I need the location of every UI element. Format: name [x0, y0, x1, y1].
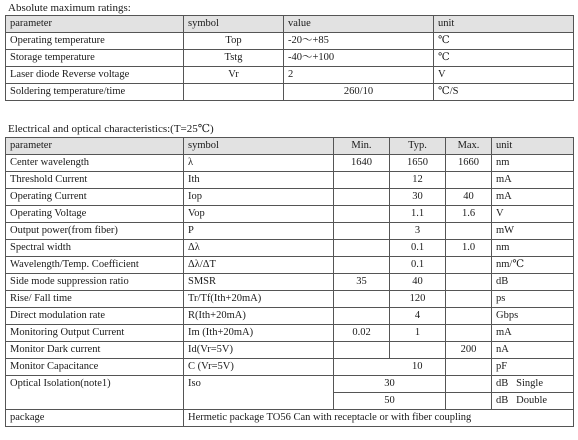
- ratings-parameter: Soldering temperature/time: [6, 84, 184, 101]
- char-max: [446, 376, 492, 393]
- characteristics-row: [6, 291, 574, 308]
- isolation-double-label: Double: [516, 395, 548, 406]
- characteristics-header-typ: Typ.: [390, 138, 446, 155]
- isolation-single-label: Single: [516, 378, 543, 389]
- char-typ: 1.1: [390, 206, 446, 223]
- char-typ: 1: [390, 325, 446, 342]
- char-max: [446, 274, 492, 291]
- char-typ: 120: [390, 291, 446, 308]
- ratings-table: [5, 15, 574, 101]
- char-unit: nm/℃: [492, 257, 574, 274]
- char-typ: 4: [390, 308, 446, 325]
- ratings-unit: ℃: [434, 33, 574, 50]
- char-parameter: Monitor Capacitance: [6, 359, 184, 376]
- char-min: [334, 172, 390, 189]
- char-symbol: Δλ: [184, 240, 334, 257]
- char-max: [446, 257, 492, 274]
- char-unit: nm: [492, 155, 574, 172]
- ratings-symbol: Tstg: [184, 50, 284, 67]
- ratings-symbol: Vr: [184, 67, 284, 84]
- char-unit: dB: [492, 274, 574, 291]
- char-min: 35: [334, 274, 390, 291]
- char-typ: 30: [390, 189, 446, 206]
- char-parameter: Monitor Dark current: [6, 342, 184, 359]
- char-min: [334, 342, 390, 359]
- characteristics-table: [5, 137, 574, 427]
- char-min: [334, 223, 390, 240]
- char-parameter: package: [6, 410, 184, 427]
- char-min: [334, 240, 390, 257]
- ratings-unit: V: [434, 67, 574, 84]
- characteristics-row-package: [6, 410, 574, 427]
- characteristics-row: [6, 325, 574, 342]
- char-typ: 12: [390, 172, 446, 189]
- char-max: 1.0: [446, 240, 492, 257]
- char-symbol: λ: [184, 155, 334, 172]
- ratings-symbol: Top: [184, 33, 284, 50]
- char-symbol: Δλ/ΔT: [184, 257, 334, 274]
- isolation-double-value: 50: [334, 393, 446, 410]
- ratings-unit: ℃: [434, 50, 574, 67]
- char-min: [334, 291, 390, 308]
- characteristics-row: [6, 240, 574, 257]
- characteristics-row: [6, 206, 574, 223]
- ratings-parameter: Storage temperature: [6, 50, 184, 67]
- characteristics-row: [6, 274, 574, 291]
- package-description: Hermetic package TO56 Can with receptacle or with fiber coupling: [184, 410, 574, 427]
- char-typ: 3: [390, 223, 446, 240]
- char-symbol: Iop: [184, 189, 334, 206]
- characteristics-row-capacitance: [6, 359, 574, 376]
- ratings-parameter: Operating temperature: [6, 33, 184, 50]
- char-unit: ps: [492, 291, 574, 308]
- char-typ: [390, 342, 446, 359]
- char-min: [334, 359, 390, 376]
- char-unit: [492, 376, 574, 393]
- char-typ: 0.1: [390, 257, 446, 274]
- char-parameter: Operating Voltage: [6, 206, 184, 223]
- char-typ: 10: [390, 359, 446, 376]
- char-parameter: Threshold Current: [6, 172, 184, 189]
- char-max: [446, 172, 492, 189]
- ratings-header-value: value: [284, 16, 434, 33]
- characteristics-row: [6, 223, 574, 240]
- char-min: [334, 206, 390, 223]
- char-typ: 1650: [390, 155, 446, 172]
- char-unit: mA: [492, 189, 574, 206]
- char-symbol: R(Ith+20mA): [184, 308, 334, 325]
- char-max: 1.6: [446, 206, 492, 223]
- char-symbol: Ith: [184, 172, 334, 189]
- char-unit: mW: [492, 223, 574, 240]
- char-max: [446, 223, 492, 240]
- char-unit: mA: [492, 325, 574, 342]
- char-symbol: SMSR: [184, 274, 334, 291]
- char-parameter: Output power(from fiber): [6, 223, 184, 240]
- char-min: 0.02: [334, 325, 390, 342]
- ratings-value: -40～+100: [284, 50, 434, 67]
- char-symbol: Iso: [184, 376, 334, 410]
- characteristics-header-max: Max.: [446, 138, 492, 155]
- characteristics-row: [6, 172, 574, 189]
- characteristics-header-unit: unit: [492, 138, 574, 155]
- char-max: [446, 325, 492, 342]
- char-max: [446, 308, 492, 325]
- isolation-single-value: 30: [334, 376, 446, 393]
- char-symbol: Tr/Tf(Ith+20mA): [184, 291, 334, 308]
- char-symbol: Im (Ith+20mA): [184, 325, 334, 342]
- char-unit: pF: [492, 359, 574, 376]
- char-max: [446, 393, 492, 410]
- char-parameter: Center wavelength: [6, 155, 184, 172]
- char-parameter: Spectral width: [6, 240, 184, 257]
- char-unit: V: [492, 206, 574, 223]
- char-unit: Gbps: [492, 308, 574, 325]
- ratings-symbol: [184, 84, 284, 101]
- char-min: [334, 189, 390, 206]
- char-parameter: Rise/ Fall time: [6, 291, 184, 308]
- char-parameter: Side mode suppression ratio: [6, 274, 184, 291]
- characteristics-row: [6, 257, 574, 274]
- characteristics-row: [6, 189, 574, 206]
- char-parameter: Direct modulation rate: [6, 308, 184, 325]
- char-unit: nm: [492, 240, 574, 257]
- characteristics-row: [6, 342, 574, 359]
- characteristics-row-isolation-single: [6, 376, 574, 393]
- char-unit: [492, 393, 574, 410]
- char-max: [446, 291, 492, 308]
- characteristics-header-parameter: parameter: [6, 138, 184, 155]
- char-min: 1640: [334, 155, 390, 172]
- char-unit: mA: [492, 172, 574, 189]
- ratings-row: [6, 84, 574, 101]
- ratings-header-row: [6, 16, 574, 33]
- char-typ: 40: [390, 274, 446, 291]
- char-symbol: C (Vr=5V): [184, 359, 334, 376]
- ratings-header-parameter: parameter: [6, 16, 184, 33]
- ratings-header-symbol: symbol: [184, 16, 284, 33]
- char-symbol: Vop: [184, 206, 334, 223]
- char-parameter: Wavelength/Temp. Coefficient: [6, 257, 184, 274]
- char-symbol: P: [184, 223, 334, 240]
- characteristics-row: [6, 155, 574, 172]
- ratings-value: -20～+85: [284, 33, 434, 50]
- ratings-header-unit: unit: [434, 16, 574, 33]
- ratings-title: Absolute maximum ratings:: [8, 2, 131, 14]
- char-min: [334, 257, 390, 274]
- characteristics-row: [6, 308, 574, 325]
- characteristics-title: Electrical and optical characteristics:(T=25℃): [8, 123, 214, 135]
- char-max: 40: [446, 189, 492, 206]
- char-max: [446, 359, 492, 376]
- isolation-double-unit: dB: [496, 395, 509, 406]
- char-min: [334, 308, 390, 325]
- char-symbol: Id(Vr=5V): [184, 342, 334, 359]
- char-parameter: Optical Isolation(note1): [6, 376, 184, 410]
- ratings-row: [6, 67, 574, 84]
- ratings-parameter: Laser diode Reverse voltage: [6, 67, 184, 84]
- char-unit: nA: [492, 342, 574, 359]
- char-typ: 0.1: [390, 240, 446, 257]
- characteristics-header-min: Min.: [334, 138, 390, 155]
- ratings-row: [6, 50, 574, 67]
- char-max: 200: [446, 342, 492, 359]
- ratings-unit: ℃/S: [434, 84, 574, 101]
- char-parameter: Monitoring Output Current: [6, 325, 184, 342]
- char-parameter: Operating Current: [6, 189, 184, 206]
- char-max: 1660: [446, 155, 492, 172]
- ratings-value: 260/10: [284, 84, 434, 101]
- isolation-single-unit: dB: [496, 378, 509, 389]
- characteristics-header-row: [6, 138, 574, 155]
- ratings-row: [6, 33, 574, 50]
- ratings-value: 2: [284, 67, 434, 84]
- characteristics-header-symbol: symbol: [184, 138, 334, 155]
